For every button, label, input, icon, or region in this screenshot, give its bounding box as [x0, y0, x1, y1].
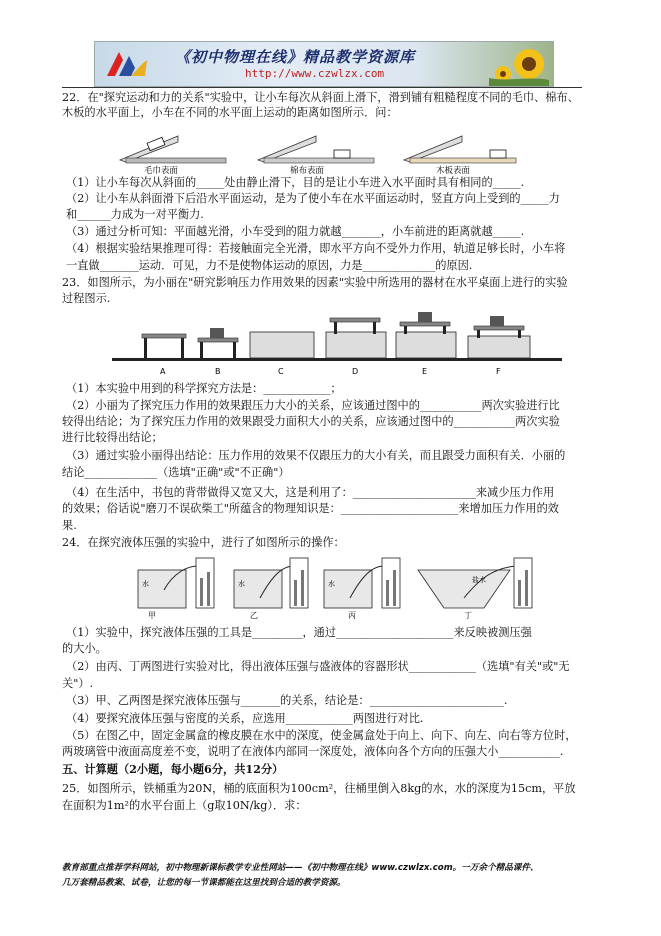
q23-part4b: 的效果；俗话说"磨刀不误砍柴工"所蕴含的物理知识是：_____________________来增加压力作用的效 [62, 502, 559, 515]
q24-part3: （3）甲、乙两图是探究液体压强与_______的关系，结论是：________________________. [66, 694, 508, 707]
q24-label-jia: 甲 [148, 611, 156, 620]
q24-fig-yi [234, 558, 308, 608]
q24-label-yi: 乙 [250, 611, 258, 620]
q24-fig-jia [138, 558, 214, 608]
q22-stem-line2: 木板的水平面上，小车在不同的水平面上运动的距离如图所示．问： [62, 106, 398, 119]
q23-label-e: E [422, 367, 428, 376]
q23-label-d: D [352, 367, 359, 376]
q23-fig-d [326, 318, 386, 358]
q22-label-towel: 毛巾表面 [144, 166, 179, 174]
q22-slope-cotton [258, 136, 374, 163]
q23-part2a: （2）小丽为了探究压力作用的效果跟压力大小的关系，应该通过图中的___________两次实验进行比 [66, 399, 560, 412]
q24-part1b: 的大小。 [62, 642, 107, 655]
q23-fig-b [198, 328, 238, 358]
q22-part4b: 一直做_______运动．可见，力不是使物体运动的原因，力是_____________的原因. [66, 259, 473, 272]
q23-label-c: C [278, 367, 284, 376]
q22-part2b: 和______力成为一对平衡力. [66, 208, 204, 221]
q24-liquid-bing: 水 [328, 580, 335, 588]
q23-label-a: A [160, 367, 166, 376]
q22-slope-wood [404, 136, 516, 163]
header-url[interactable]: http://www.czwlzx.com [245, 67, 385, 80]
q23-part3a: （3）通过实验小丽得出结论：压力作用的效果不仅跟压力的大小有关，而且跟受力面积有关．小丽的 [66, 449, 566, 462]
q23-table-top [112, 358, 562, 361]
q22-slope-towel [120, 136, 226, 163]
q24-label-bing: 丙 [348, 611, 356, 620]
q23-part2c: 进行比较得出结论； [62, 431, 163, 444]
q23-part4c: 果. [62, 519, 77, 532]
q25-line1: 25．如图所示，铁桶重为20N，桶的底面积为100cm²，往桶里倒入8kg的水，水的深度为15cm，平放 [62, 782, 576, 795]
q23-fig-f [468, 316, 530, 358]
header-rule [62, 87, 582, 88]
q24-label-ding: 丁 [464, 611, 472, 620]
q22-label-wood: 木板表面 [436, 166, 471, 174]
q23-part1: （1）本实验中用到的科学探究方法是：____________； [66, 382, 342, 395]
q24-part2a: （2）由丙、丁两图进行实验对比，得出液体压强与盛液体的容器形状____________（选填"有关"或"无 [66, 660, 570, 673]
q23-part3b: 结论_____________（选填"正确"或"不正确"） [62, 466, 290, 479]
q24-fig-ding [418, 558, 532, 608]
footer-line1: 教育部重点推荐学科网站，初中物理新课标教学专业性网站——《初中物理在线》www.czwlzx.com。一万余个精品课件、 [62, 863, 539, 873]
logo-icon [101, 46, 151, 82]
q22-part1: （1）让小车每次从斜面的_____处由静止滑下，目的是让小车进入水平面时具有相同的_____. [66, 176, 525, 189]
q23-fig-a [142, 334, 186, 358]
q23-part2b: 较得出结论；为了探究压力作用的效果跟受力面积大小的关系，应该通过图中的___________两次实验 [62, 415, 560, 428]
q24-part5a: （5）在图乙中，固定金属盒的橡皮膜在水中的深度，使金属盒处于向上、向下、向左、向右等方位时， [66, 729, 577, 742]
q23-label-b: B [215, 367, 221, 376]
footer-line2: 几万套精品教案、试卷，让您的每一节课都能在这里找到合适的教学资源。 [62, 878, 346, 888]
q22-label-cotton: 棉布表面 [290, 166, 325, 174]
q23-stem-line1: 23．如图所示，为小丽在"研究影响压力作用效果的因素"实验中所选用的器材在水平桌面上进行的实验 [62, 276, 568, 289]
q23-figure [112, 308, 562, 378]
q24-figure [134, 552, 564, 622]
q24-liquid-jia: 水 [142, 580, 149, 588]
q24-liquid-yi: 水 [238, 580, 245, 588]
q22-stem-line1: 22．在"探究运动和力的关系"实验中，让小车每次从斜面上滑下，滑到铺有粗糙程度不同的毛巾、棉布、 [62, 91, 579, 104]
header-title: 《初中物理在线》精品教学资源库 [175, 48, 416, 66]
q22-part2a: （2）让小车从斜面滑下后沿水平面运动，是为了使小车在水平面运动时，竖直方向上受到的_____力 [66, 192, 560, 205]
q23-fig-c [250, 332, 314, 358]
header-banner [94, 41, 554, 87]
section5-title: 五、计算题（2小题，每小题6分，共12分） [62, 762, 284, 776]
q22-figure [118, 122, 518, 174]
q24-part2b: 关"）. [62, 677, 94, 690]
q22-part4a: （4）根据实验结果推理可得：若接触面完全光滑，即水平方向不受外力作用，轨道足够长时，小车将 [66, 242, 566, 255]
q24-stem: 24．在探究液体压强的实验中，进行了如图所示的操作： [62, 536, 345, 549]
q24-fig-bing [324, 558, 400, 608]
q24-liquid-ding: 盐水 [472, 576, 486, 584]
sunflower-icon [489, 44, 549, 86]
q23-part4a: （4）在生活中，书包的背带做得又宽又大，这是利用了：______________________来减少压力作用 [66, 486, 555, 499]
q25-line2: 在面积为1m²的水平台面上（g取10N/kg）．求： [62, 799, 307, 812]
q24-part1a: （1）实验中，探究液体压强的工具是_________，通过_____________________来反映被测压强 [66, 626, 532, 639]
q24-part5b: 两玻璃管中液面高度差不变，说明了在液体内部同一深度处，液体向各个方向的压强大小___________. [62, 745, 564, 758]
q23-fig-e [396, 312, 456, 358]
q23-label-f: F [496, 367, 501, 376]
q24-part4: （4）要探究液体压强与密度的关系，应选用____________两图进行对比. [66, 712, 424, 725]
q23-stem-line2: 过程图示. [62, 292, 111, 305]
q22-part3: （3）通过分析可知：平面越光滑，小车受到的阻力就越_______，小车前进的距离就越_____. [66, 225, 525, 238]
